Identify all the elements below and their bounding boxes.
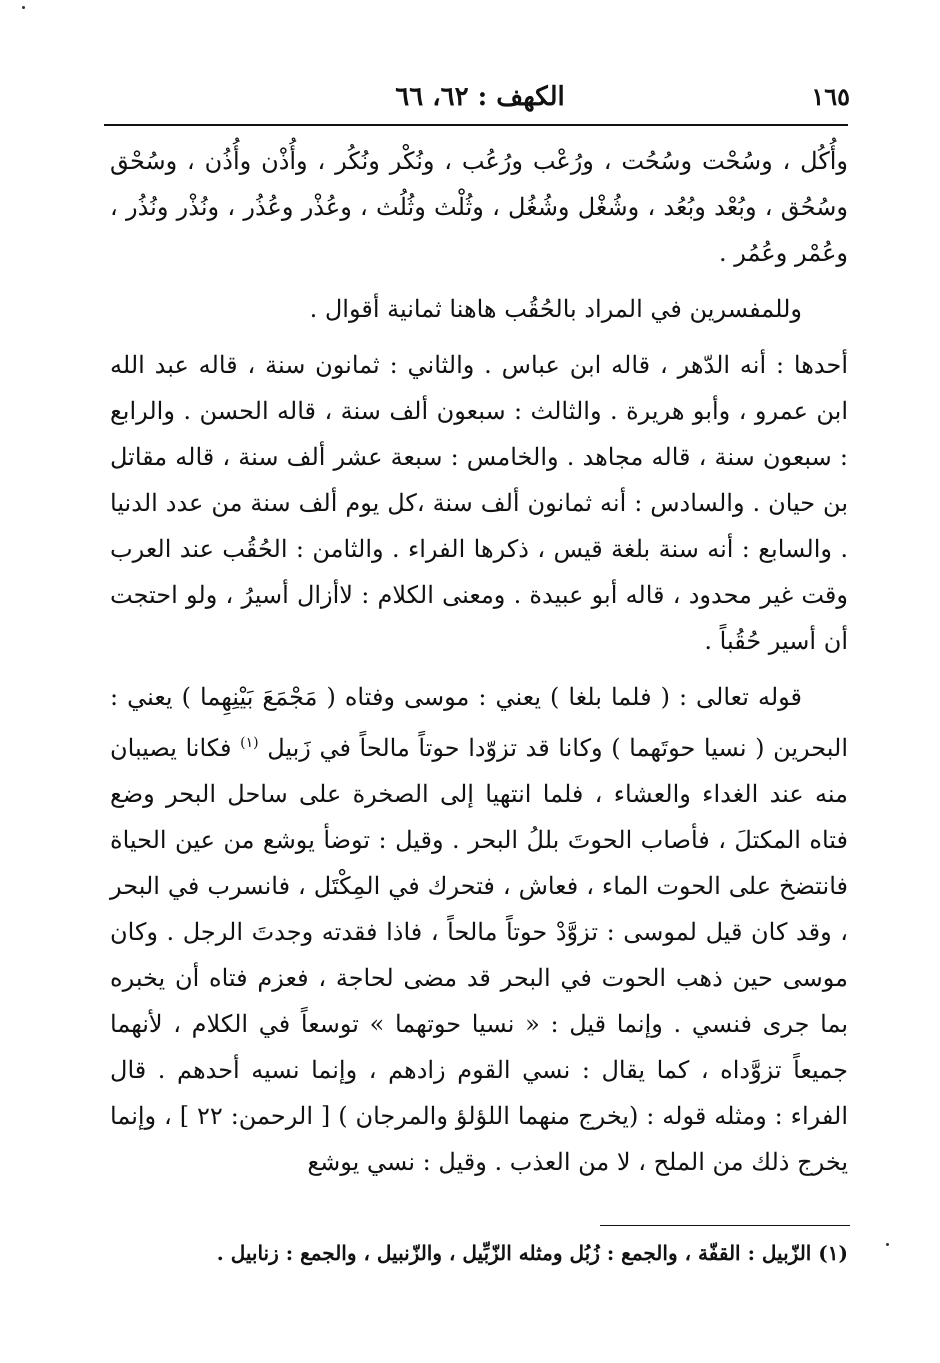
header-rule <box>104 124 848 126</box>
scan-speck <box>22 6 25 9</box>
running-title: الكهف : ٦٢، ٦٦ <box>395 82 565 112</box>
footnote: (١) الزّبيل : القفّة ، والجمع : زُبُل ومثله الزّبِّيل ، والزّنبيل ، والجمع : زنابيل . <box>216 1241 848 1265</box>
paragraph-intro-sayings: وللمفسرين في المراد بالحُقُب هاهنا ثمانية أقوال . <box>309 295 802 323</box>
footnote-rule <box>600 1225 850 1226</box>
paragraph-eight-sayings: أحدها : أنه الدّهر ، قاله ابن عباس . والثاني : ثمانون سنة ، قاله عبد الله ابن عمرو ، وأبو هريرة . والثالث : سبعون ألف سنة ، قاله الحسن . والرابع : سبعون سنة ، قاله مجاهد . والخامس : سبعة عشر ألف سنة ، قاله مقاتل بن حيان . والسادس : أنه ثمانون ألف سنة ،كل يوم ألف سنة من عدد الدنيا . والسابع : أنه سنة بلغة قيس ، ذكرها الفراء . والثامن : الحُقُب عند العرب وقت غير محدود ، قاله أبو عبيدة . ومعنى الكلام : لاأزال أسيرُ ، ولو احتجت أن أسير حُقُباً . <box>110 351 849 655</box>
commentary-before-note: قوله تعالى : ( فلما بلغا ) يعني : موسى وفتاه ( مَجْمَعَ بَيْنِهِما ) يعني : البحرين ( نسيا حوتَهما ) وكانا قد تزوّدا حوتاً مالحاً في زَبيل <box>110 683 848 762</box>
page-header <box>110 82 850 122</box>
paragraph-word-forms: وأُكُل ، وسُحْت وسُحُت ، ورُعْب ورُعُب ، ونُكْر ونُكُر ، وأُذْن وأُذُن ، وسُحْق وسُحُق ، وبُعْد وبُعُد ، وشُغْل وشُغُل ، وثُلْث وثُلُث ، وعُذْر وعُذُر ، ونُذْر ونُذُر ، وعُمْر وعُمُر . <box>110 147 848 267</box>
scan-speck <box>886 1243 889 1246</box>
page-number: ١٦٥ <box>811 82 850 111</box>
footnote-reference: (١) <box>240 735 259 751</box>
paragraph-commentary <box>110 674 848 1185</box>
commentary-after-note: فكانا يصيبان منه عند الغداء والعشاء ، فلما انتهيا إلى الصخرة على ساحل البحر وضع فتاه المكتلَ ، فأصاب الحوتَ بللُ البحر . وقيل : توضأ يوشع من عين الحياة فانتضخ على الحوت الماء ، فعاش ، فتحرك في المِكْتَل ، فانسرب في البحر ، وقد كان قيل لموسى : تزوَّدْ حوتاً مالحاً ، فاذا فقدته وجدتَ الرجل . وكان موسى حين ذهب الحوت في البحر قد مضى لحاجة ، فعزم فتاه أن يخبره بما جرى فنسي . وإنما قيل : « نسيا حوتهما » توسعاً في الكلام ، لأنهما جميعاً تزوَّداه ، كما يقال : نسي القوم زادهم ، وإنما نسيه أحدهم . قال الفراء : ومثله قوله : (يخرج منهما اللؤلؤ والمرجان ) [ الرحمن: ٢٢ ] ، وإنما يخرج ذلك من الملح ، لا من العذب . وقيل : نسي يوشع <box>110 734 848 1176</box>
main-text <box>110 138 848 1185</box>
